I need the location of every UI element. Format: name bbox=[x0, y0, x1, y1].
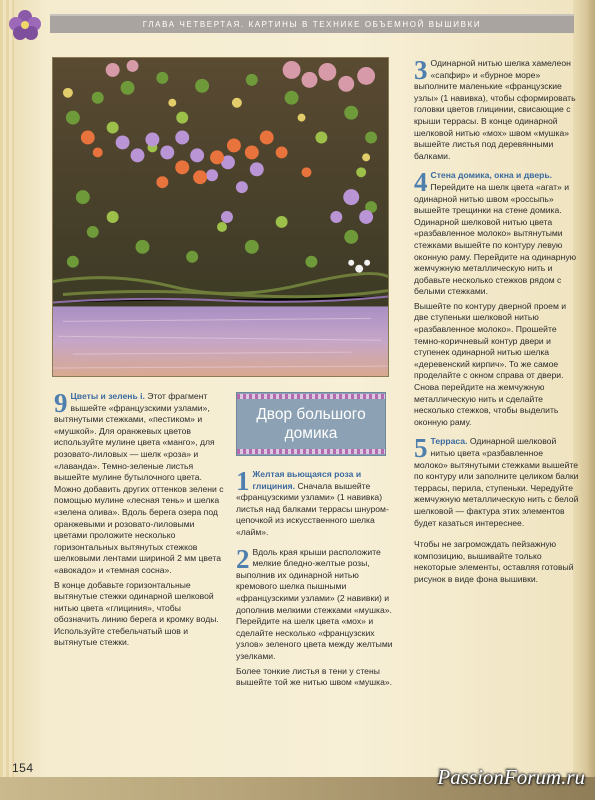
step-number: 3 bbox=[414, 55, 428, 85]
right-column bbox=[414, 55, 579, 589]
step-4 bbox=[414, 167, 579, 298]
ornament-border bbox=[237, 449, 385, 454]
section-title-box bbox=[236, 392, 386, 456]
step-text: Одинарной шелковой нитью цвета «разбавленное молоко» вытянутыми стежками вышейте по контуру или заполните целиком балки террасы, перила, ступеньки. Чередуйте жемчужную металлическую нить с белой шелковой — фактура этих элементов будет казаться интереснее. bbox=[414, 436, 579, 528]
step-title: Желтая вьющаяся роза и глициния. bbox=[252, 469, 362, 491]
page-number: 154 bbox=[12, 761, 34, 775]
step-3 bbox=[414, 55, 579, 162]
section-9-paragraph-2: В конце добавьте горизонтальные вытянутые стежки одинарной шелковой нитью цвета «глициния», чтобы обозначить линию берега и кромку воды. Используйте стебельчатый шов и вытянутые стежки. bbox=[54, 579, 219, 648]
middle-column bbox=[236, 466, 398, 692]
yard-title: Двор большого домика bbox=[256, 406, 366, 442]
section-title: Цветы и зелень i. bbox=[70, 391, 145, 401]
step-text: Одинарной нитью шелка хамелеон «сапфир» и «бурное море» выполните маленькие «французские узлы» (1 навивка), чтобы сформировать головки цветов глицинии, свисающие с крыши террасы. В конце одинарной шелковой нитью «мох» швом «мушка» вышейте листья под деревянными балками. bbox=[414, 58, 576, 161]
step-number: 1 bbox=[236, 466, 250, 496]
step-text: Перейдите на шелк цвета «агат» и одинарной нитью швом «россыпь» вышейте трещинки на стене домика. Одинарной шелковой нитью цвета «разбавленное молоко» вытянутыми стежками вышейте по контуру левую оконную раму. Перейдите на одинарную жемчужную металлическую нить и добавьте несколько стежков рядом с белыми стежками. bbox=[414, 181, 577, 297]
step-1 bbox=[236, 466, 398, 539]
step-2 bbox=[236, 543, 398, 663]
step-title: Стена домика, окна и дверь. bbox=[430, 170, 553, 181]
chapter-title: ГЛАВА ЧЕТВЕРТАЯ. КАРТИНЫ В ТЕХНИКЕ ОБЪЕМНОЙ ВЫШИВКИ bbox=[142, 20, 482, 29]
step-number: 2 bbox=[236, 543, 250, 574]
left-column bbox=[54, 388, 226, 652]
closing-paragraph: Чтобы не загромождать пейзажную композицию, вышивайте только некоторые элементы, оставляя готовый рисунок в виде фона вышивки. bbox=[414, 539, 574, 584]
step-4-paragraph-2: Вышейте по контуру дверной проем и две ступеньки шелковой нитью «разбавленное молоко». Прошейте темно-коричневый контур двери и ступенек одинарной нитью шелка «деревенский кирпич». То же самое проделайте с окном справа от двери. Снова перейдите на жемчужную металлическую нить и сделайте несколько стежков, чтобы выделить оконную раму. bbox=[414, 300, 567, 427]
chapter-header bbox=[50, 14, 574, 33]
step-5 bbox=[414, 433, 579, 529]
section-text: Этот фрагмент вышейте «французскими узлами», вытянутыми стежками, «пестиком» и «мушкой». Для оранжевых цветов используйте мулине цвета «манго», для розовато-лиловых — шелк «роза» и «лаванда». Темно-зеленые листья вышейте мулине бутылочного цвета. Можно добавить других оттенков зелени с помощью мулине «лесная тень» и шелка «зелена олива». Вдоль берега озера под оранжевыми и розовато-лиловыми цветами проложите несколько горизонтальных вытянутых стежков шелковыми лентами шириной 2 мм цвета «авокадо» и «темная сосна». bbox=[54, 391, 224, 575]
step-text: Вдоль края крыши расположите мелкие бледно-желтые розы, выполнив их одинарной нитью кремового шелка пышными «французскими узлами» (2 навивки) и дополнив мелкими стежками «мушка». Перейдите на шелк цвета «мох» и сделайте несколько «французских узлов» зеленого цвета между желтыми узелками. bbox=[236, 546, 393, 661]
flower-icon bbox=[6, 8, 44, 42]
watermark: PassionForum.ru bbox=[437, 765, 585, 789]
step-number: 4 bbox=[414, 167, 428, 198]
step-2-paragraph-2: Более тонкие листья в тени у стены вышейте той же нитью швом «мушка». bbox=[236, 665, 393, 688]
left-page-edge bbox=[0, 0, 14, 800]
step-text: Сначала вышейте «французскими узлами» (1 навивка) листья над балками террасы шнуром-цепочкой из искусственного шелка «лайм». bbox=[236, 480, 389, 537]
ornament-border bbox=[237, 394, 385, 399]
embroidery-photo bbox=[52, 57, 389, 377]
step-number: 5 bbox=[414, 433, 428, 464]
step-title: Терраса. bbox=[430, 436, 468, 447]
section-number: 9 bbox=[54, 388, 68, 418]
section-9 bbox=[54, 388, 226, 577]
